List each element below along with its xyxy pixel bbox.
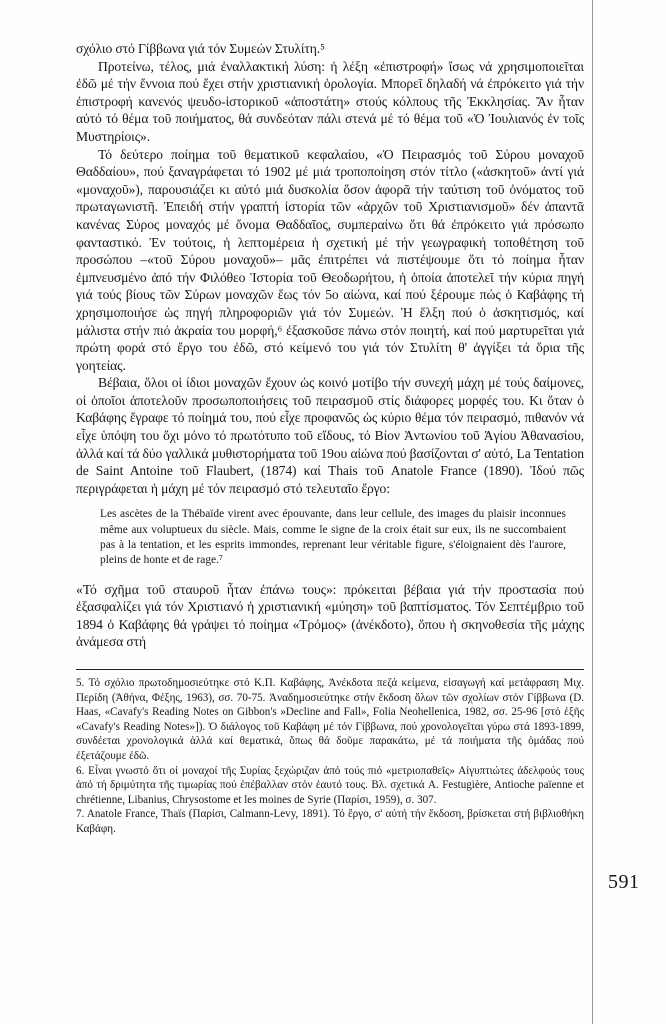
page-body [76, 40, 584, 837]
footnotes [76, 676, 584, 837]
footnote-5: 5. Τό σχόλιο πρωτοδημοσιεύτηκε στό Κ.Π. Καβάφης, Ἀνέκδοτα πεζά κείμενα, εἰσαγωγή καί μετάφραση Μιχ. Περίδη (Ἀθήνα, Φέξης, 1963), σσ. 70-75. Ἀναδημοσιεύτηκε στήν ἔκδοση ὅλων τῶν σχολίων στόν Γίββωνα (D. Haas, «Cavafy's Reading Notes on Gibbon's »Decline and Fall», Folia Neohellenica, 1982, σσ. 25-96 [στό ἑξῆς «Cavafy's Reading Notes»]). Ὁ διάλογος τοῦ Καβάφη μέ τόν Γίββωνα, πού χρονολογεῖται γύρω στά 1893-1899, συνδέεται χρονολογικά ἀλλά καί θεματικά, ὅπως θά δοῦμε παρακάτω, μέ τά ποιήματα τῆς ὁμάδας πού ἐξετάζουμε ἐδῶ. [76, 677, 584, 762]
footnote-6: 6. Εἶναι γνωστό ὅτι οἱ μοναχοί τῆς Συρίας ξεχώριζαν ἀπό τούς πιό «μετριοπαθεῖς» Αἰγυπτιώτες ἀδελφούς τους ἀπό τή δριμύτητα τῆς τιμωρίας πού ἐπέβαλλαν στόν ἑαυτό τους. Βλ. σχετικά A. Festugière, Antioche païenne et chrétienne, Libanius, Chrysostome et les moines de Syrie (Παρίσι, 1959), σ. 307. [76, 764, 584, 806]
paragraph-4: Βέβαια, ὅλοι οἱ ίδιοι μοναχῶν ἔχουν ὡς κοινό μοτίβο τήν συνεχή μάχη μέ τούς δαίμονες, οἱ ὁποῖοι ἀποτελοῦν προσωποποιήσεις τοῦ πειρασμοῦ στίς διάφορες μορφές του. Κι ὅταν ὁ Καβάφης ἔγραφε τό ποίημά του, πού εἶχε προφανῶς ὡς κύριο θέμα τόν πειρασμό, πιθανόν νά εἶχε ὑπόψη του ὄχι μόνο τό πρωτότυπο τοῦ εἴδους, τό Βίον Ἀντωνίου τοῦ Ἁγίου Ἀθανασίου, ἀλλά καί τά δύο γαλλικά μυθιστορήματα τοῦ 19ου αἰώνα πού βασίζονται σ' αὐτό, La Tentation de Saint Antoine τοῦ Flaubert, (1874) καί Thais τοῦ Anatole France (1890). Ἰδού πῶς περιγράφεται ἡ μάχη μέ τόν πειρασμό στό τελευταῖο ἔργο: [76, 375, 584, 496]
french-quotation: Les ascètes de la Thébaïde virent avec épouvante, dans leur cellule, des images du plaisir inconnues même aux voluptueux du siècle. Mais, comme le signe de la croix était sur eux, ils ne succombaient pas à la tentation, et les esprits immondes, reprenant leur véritable figure, s'éloignaient dès l'aurore, pleins de honte et de rage.⁷ [100, 508, 566, 567]
page-edge-line [592, 0, 593, 1024]
footnote-7: 7. Anatole France, Thaïs (Παρίσι, Calmann-Levy, 1891). Τό ἔργο, σ' αὐτή τήν ἔκδοση, βρίσκεται στή βιβλιοθήκη Καβάφη. [76, 808, 584, 835]
paragraph-5: «Τό σχῆμα τοῦ σταυροῦ ἦταν ἐπάνω τους»: πρόκειται βέβαια γιά τήν προστασία πού ἐξασφαλίζει γιά τόν Χριστιανό ἡ χριστιανική «μύηση» τοῦ βαπτίσματος. Τόν Σεπτέμβριο τοῦ 1894 ὁ Καβάφης θά γράψει τό ποίημα «Τρόμος» (ἀνέκδοτο), ὅπου ἡ σκηνοθεσία τῆς μάχης ἀνάμεσα στή [76, 581, 584, 650]
paragraph-1: σχόλιο στό Γίββωνα γιά τόν Συμεών Στυλίτη.⁵ [76, 41, 325, 56]
footnote-rule [76, 669, 584, 670]
page-number: 591 [608, 871, 640, 893]
paragraph-2: Προτείνω, τέλος, μιά ἐναλλακτική λύση: ἡ λέξη «ἐπιστροφή» ἴσως νά χρησιμοποιεῖται ἐδῶ μέ τήν ἔννοια πού ἔχει στήν χριστιανική ὁρολογία. Μπορεῖ δηλαδή νά ἐπρόκειτο γιά τήν ἐπιστροφή κανενός ψευδο-ἱστορικοῦ «ἀποστάτη» στούς κόλπους τῆς Ἐκκλησίας. Ἄν ἦταν αὐτό τό θέμα τοῦ ποιήματος, θά συνδεόταν πάλι στενά μέ τό θέμα τοῦ «Ὁ Ἰουλιανός ἐν τοῖς Μυστηρίοις». [76, 58, 584, 144]
paragraph-3: Τό δεύτερο ποίημα τοῦ θεματικοῦ κεφαλαίου, «Ὁ Πειρασμός τοῦ Σύρου μοναχοῦ Θαδδαίου», πού ξαναγράφεται τό 1902 μέ μιά τροποποίηση στόν τίτλο («ἀσκητοῦ» ἀντί γιά «μοναχοῦ»), παρουσιάζει κι αὐτό μιά δυσκολία ὅσον ἀφορᾶ τήν ταύτιση τοῦ ὀνόματος τοῦ πρωταγωνιστῆ. Ἐπειδή στήν γραπτή ἱστορία τῶν «ἀρχῶν τοῦ Χριστιανισμοῦ» δέν ἀπαντᾶ κανένας Σύρος μοναχός μέ ὄνομα Θαδδαῖος, συμπεραίνω ὅτι θά ἐπρόκειτο γιά πρόσωπο φανταστικό. Ἐν τούτοις, ἡ λεπτομέρεια ἡ σχετική μέ τήν γεωγραφική τοποθέτηση τοῦ προσώπου –«τοῦ Σύρου μοναχοῦ»– μᾶς ἐπιτρέπει νά πιστέψουμε ὅτι τό ποίημα ἦταν ἐμπνευσμένο ἀπό τήν Φιλόθεο Ἱστορία τοῦ Θεοδωρήτου, ἡ ὁποία ἀποτελεῖ τήν κύρια πηγή γιά τούς βίους τῶν Σύρων μοναχῶν ἕως τόν 5ο αἰώνα, καί πού ξέρουμε πώς ὁ Καβάφης τή χρησιμοποιήσε ὡς πηγή πληροφοριῶν γιά τόν Συμεών. Ἡ ἕλξη πού ὁ ἀσκητισμός, καί μάλιστα στήν πιό ἀκραία του μορφή,⁶ ἐξασκοῦσε πάνω στόν ποιητή, καί πού μαρτυρεῖται γιά πρώτη φορά στό ἔργο του ἐδῶ, στό κείμενό του γιά τόν Στυλίτη θ' ἀγγίξει τά ὅρια τῆς γοητείας. [76, 146, 584, 373]
